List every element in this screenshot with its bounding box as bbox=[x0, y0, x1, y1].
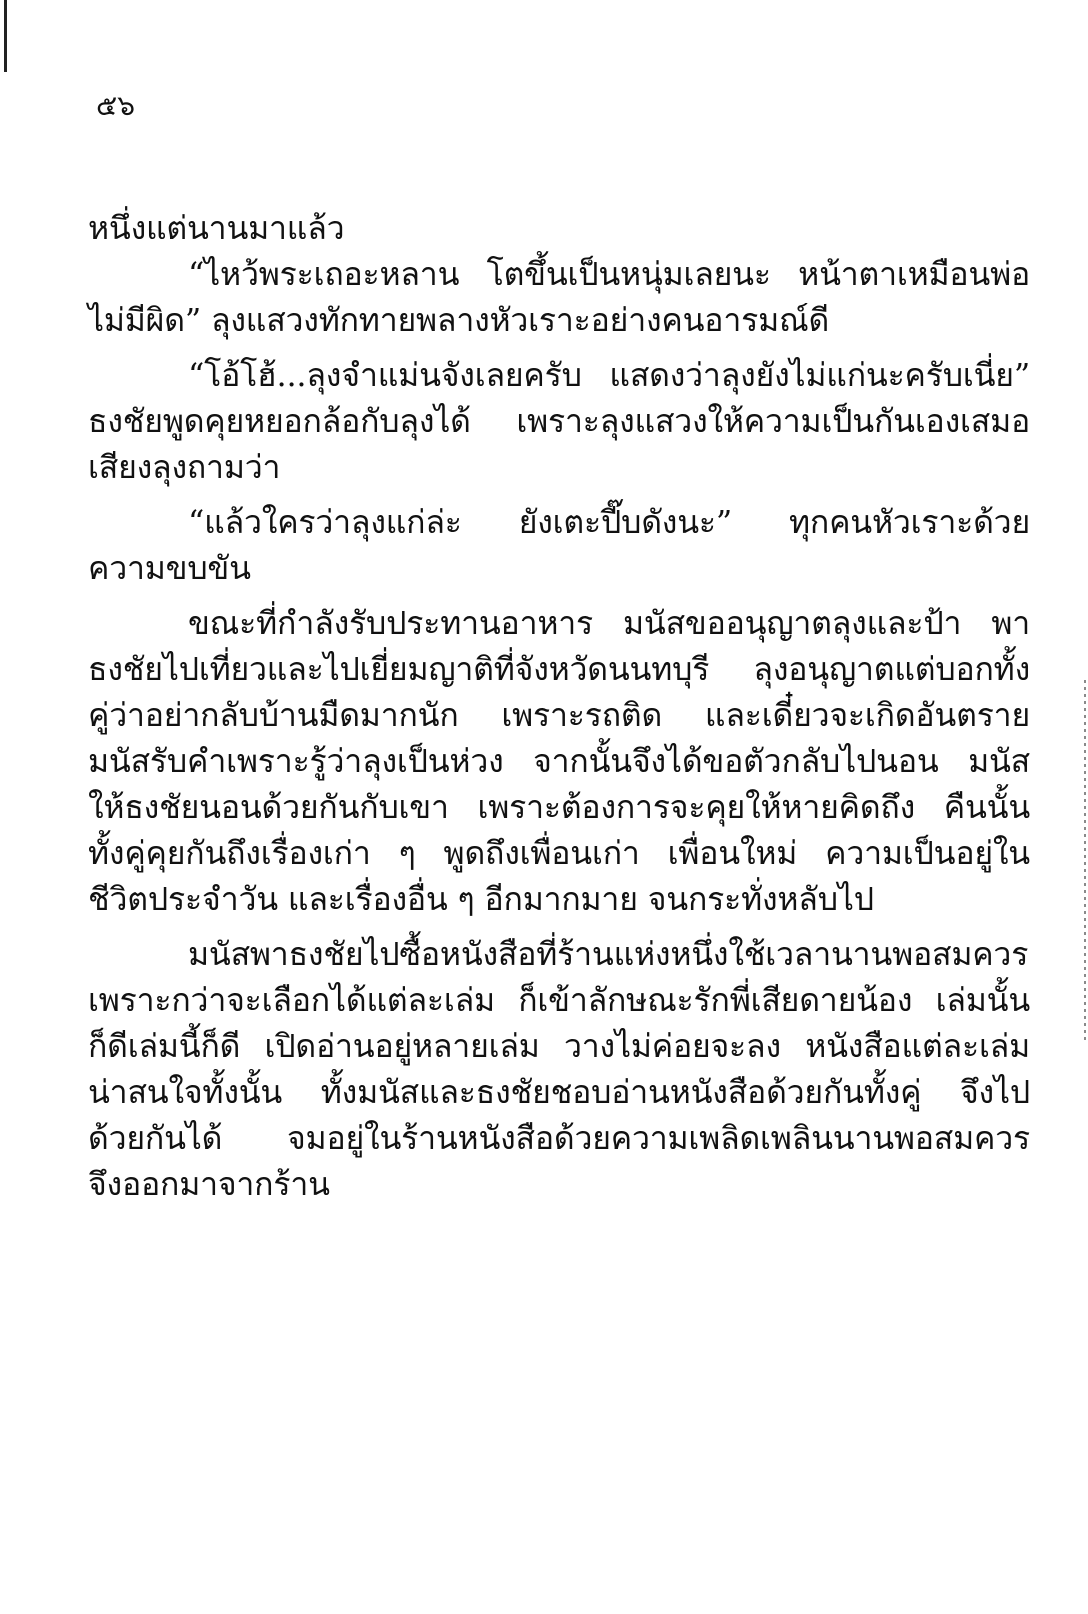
paragraph-5 bbox=[88, 600, 1030, 922]
text-line: คู่ว่าอย่ากลับบ้านมืดมากนัก เพราะรถติด และเดี๋ยวจะเกิดอันตราย bbox=[88, 696, 1030, 734]
text-line: ขณะที่กำลังรับประทานอาหาร มนัสขออนุญาตลุงและป้า พา bbox=[188, 604, 1030, 642]
paragraph-4 bbox=[88, 499, 1030, 591]
body-text bbox=[88, 205, 1030, 1207]
text-line: จึงออกมาจากร้าน bbox=[88, 1165, 330, 1203]
text-line: มนัสรับคำเพราะรู้ว่าลุงเป็นห่วง จากนั้นจึงได้ขอตัวกลับไปนอน มนัส bbox=[88, 742, 1030, 780]
paragraph-6 bbox=[88, 931, 1030, 1207]
text-line: “ไหว้พระเถอะหลาน โตขึ้นเป็นหนุ่มเลยนะ หน้าตาเหมือนพ่อ bbox=[188, 255, 1030, 293]
text-line: ทั้งคู่คุยกันถึงเรื่องเก่า ๆ พูดถึงเพื่อนเก่า เพื่อนใหม่ ความเป็นอยู่ใน bbox=[88, 834, 1030, 872]
text-line: น่าสนใจทั้งนั้น ทั้งมนัสและธงชัยชอบอ่านหนังสือด้วยกันทั้งคู่ จึงไป bbox=[88, 1073, 1030, 1111]
paragraph-2 bbox=[88, 251, 1030, 343]
text-line: เสียงลุงถามว่า bbox=[88, 448, 281, 486]
text-line: ความขบขัน bbox=[88, 549, 251, 587]
text-line: ให้ธงชัยนอนด้วยกันกับเขา เพราะต้องการจะคุยให้หายคิดถึง คืนนั้น bbox=[88, 788, 1030, 826]
text-line: “โอ้โฮ้...ลุงจำแม่นจังเลยครับ แสดงว่าลุงยังไม่แก่นะครับเนี่ย” bbox=[188, 356, 1030, 394]
scan-edge-right bbox=[1084, 680, 1086, 1040]
text-line: มนัสพาธงชัยไปซื้อหนังสือที่ร้านแห่งหนึ่งใช้เวลานานพอสมควร bbox=[188, 935, 1029, 973]
text-line: เพราะกว่าจะเลือกได้แต่ละเล่ม ก็เข้าลักษณะรักพี่เสียดายน้อง เล่มนั้น bbox=[88, 981, 1030, 1019]
paragraph-1 bbox=[88, 205, 1030, 251]
text-line: ด้วยกันได้ จมอยู่ในร้านหนังสือด้วยความเพลิดเพลินนานพอสมควร bbox=[88, 1119, 1030, 1157]
text-line: ก็ดีเล่มนี้ก็ดี เปิดอ่านอยู่หลายเล่ม วางไม่ค่อยจะลง หนังสือแต่ละเล่ม bbox=[88, 1027, 1030, 1065]
text-line: ธงชัยไปเที่ยวและไปเยี่ยมญาติที่จังหวัดนนทบุรี ลุงอนุญาตแต่บอกทั้ง bbox=[88, 650, 1030, 688]
text-line: ธงชัยพูดคุยหยอกล้อกับลุงได้ เพราะลุงแสวงให้ความเป็นกันเองเสมอ bbox=[88, 402, 1030, 440]
text-line: ไม่มีผิด” ลุงแสวงทักทายพลางหัวเราะอย่างคนอารมณ์ดี bbox=[88, 301, 830, 339]
text-line: หนึ่งแต่นานมาแล้ว bbox=[88, 209, 345, 247]
text-line: “แล้วใครว่าลุงแก่ล่ะ ยังเตะปี๊บดังนะ” ทุกคนหัวเราะด้วย bbox=[188, 503, 1030, 541]
scan-edge-left bbox=[4, 0, 7, 72]
paragraph-3 bbox=[88, 352, 1030, 490]
text-line: ชีวิตประจำวัน และเรื่องอื่น ๆ อีกมากมาย จนกระทั่งหลับไป bbox=[88, 880, 874, 918]
page-number: ๕๖ bbox=[96, 89, 135, 122]
